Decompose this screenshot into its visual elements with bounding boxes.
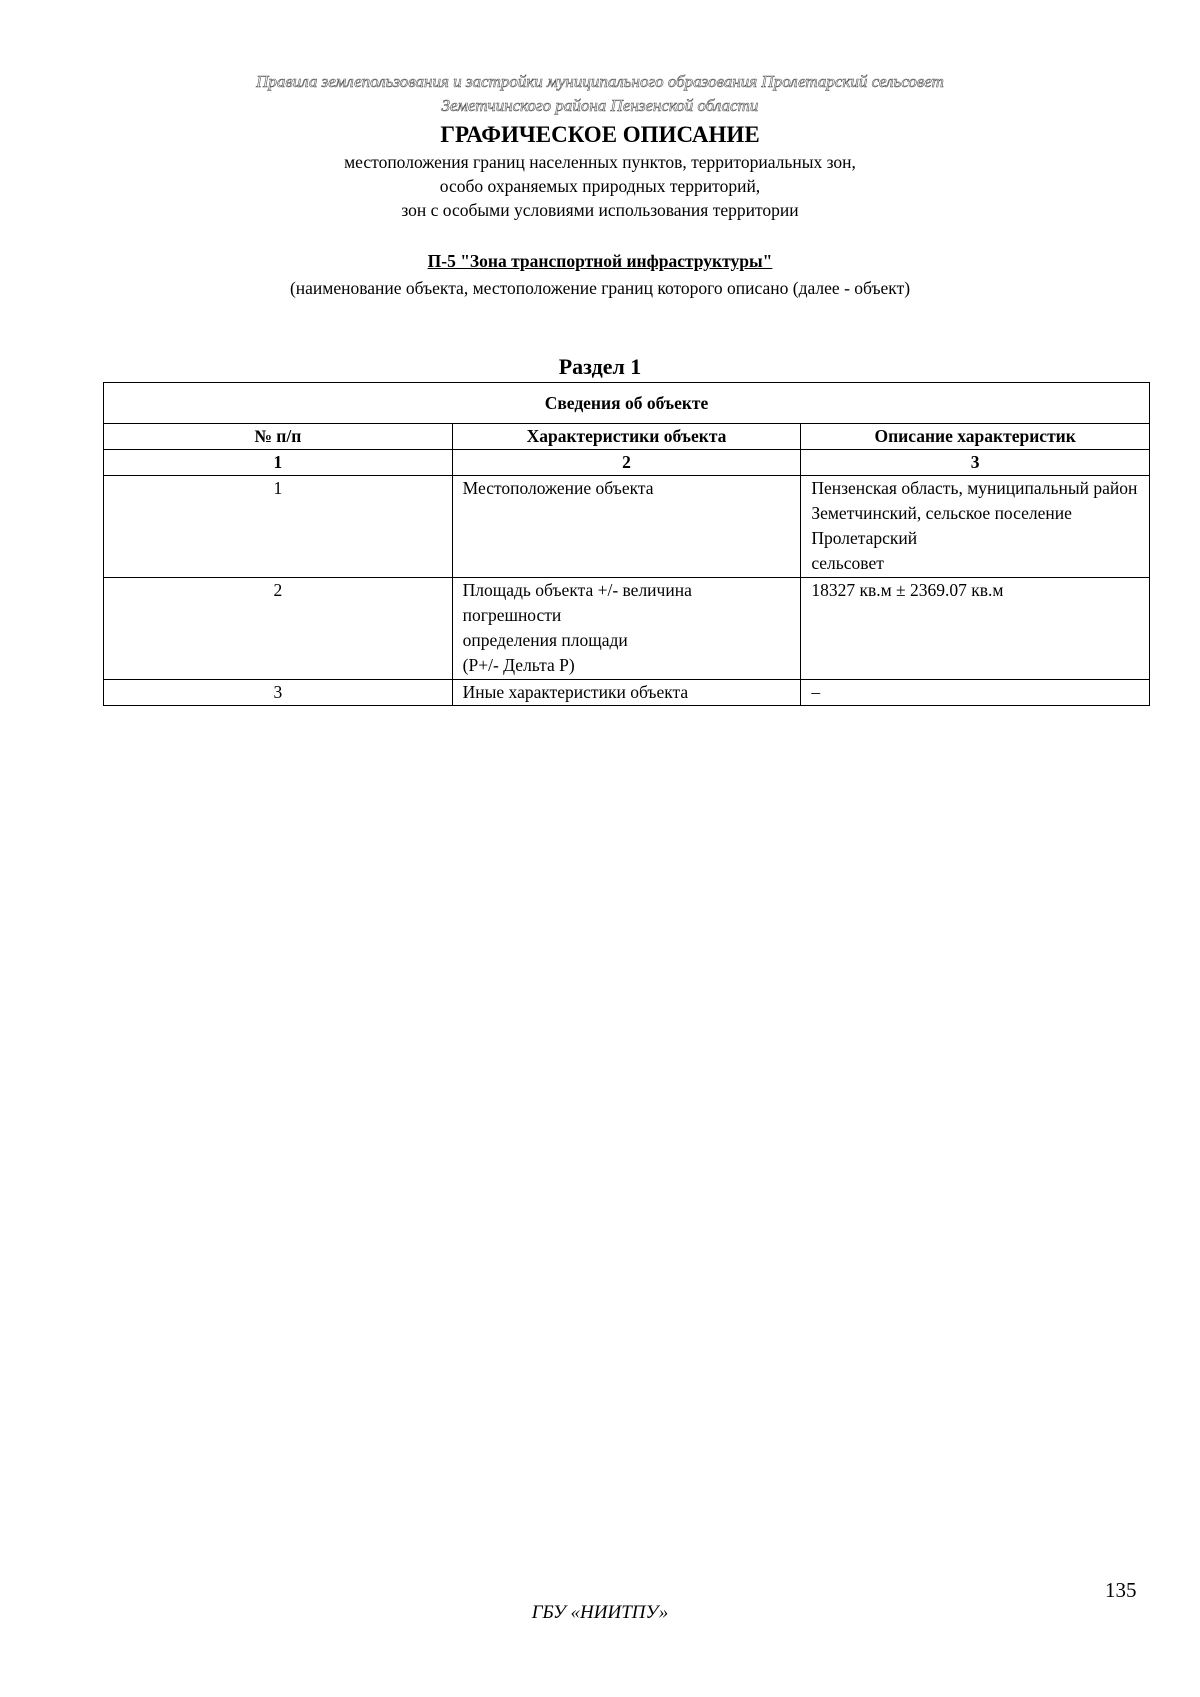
subtitle-line: зон с особыми условиями использования территории [401, 200, 799, 220]
table-row [104, 476, 1150, 578]
row-number: 3 [104, 680, 453, 706]
column-number: 2 [452, 450, 801, 476]
row-characteristic [452, 578, 801, 680]
cell-line: – [811, 682, 821, 702]
row-description [801, 578, 1150, 680]
header-line-2: Земетчинского района Пензенской области [441, 96, 759, 115]
header-line-1: Правила землепользования и застройки муниципального образования Пролетарский сельсовет [256, 72, 944, 91]
document-footer: ГБУ «НИИТПУ» [531, 1602, 669, 1623]
object-caption: (наименование объекта, местоположение границ которого описано (далее - объект) [289, 278, 911, 298]
table-caption: Сведения об объекте [104, 383, 1150, 424]
cell-line: (Р+/- Дельта Р) [462, 655, 575, 675]
subtitle-line: особо охраняемых природных территорий, [439, 176, 761, 196]
column-number: 1 [104, 450, 453, 476]
row-characteristic [452, 680, 801, 706]
section-title: Раздел 1 [558, 354, 642, 379]
cell-line: сельсовет [811, 553, 884, 573]
column-number-row [104, 450, 1150, 476]
document-subtitle [0, 150, 1200, 222]
column-number: 3 [801, 450, 1150, 476]
table-row [104, 680, 1150, 706]
column-header: Характеристики объекта [452, 424, 801, 450]
object-info-table [103, 382, 1150, 706]
cell-line: Площадь объекта +/- величина погрешности [462, 580, 692, 625]
cell-line: 18327 кв.м ± 2369.07 кв.м [811, 580, 1004, 600]
document-title: ГРАФИЧЕСКОЕ ОПИСАНИЕ [440, 122, 760, 147]
cell-line: Иные характеристики объекта [462, 682, 689, 702]
page-number: 135 [1105, 1578, 1137, 1602]
column-header: Описание характеристик [801, 424, 1150, 450]
row-description [801, 476, 1150, 578]
table-row [104, 578, 1150, 680]
document-header [0, 70, 1200, 118]
subtitle-line: местоположения границ населенных пунктов, территориальных зон, [344, 152, 856, 172]
cell-line: Пензенская область, муниципальный район [811, 478, 1138, 498]
cell-line: Земетчинский, сельское поселение Пролетарский [811, 503, 1072, 548]
column-header: № п/п [104, 424, 453, 450]
row-description [801, 680, 1150, 706]
object-name: П-5 "Зона транспортной инфраструктуры" [427, 251, 773, 271]
row-characteristic [452, 476, 801, 578]
cell-line: Местоположение объекта [462, 478, 654, 498]
cell-line: определения площади [462, 630, 628, 650]
row-number: 1 [104, 476, 453, 578]
row-number: 2 [104, 578, 453, 680]
